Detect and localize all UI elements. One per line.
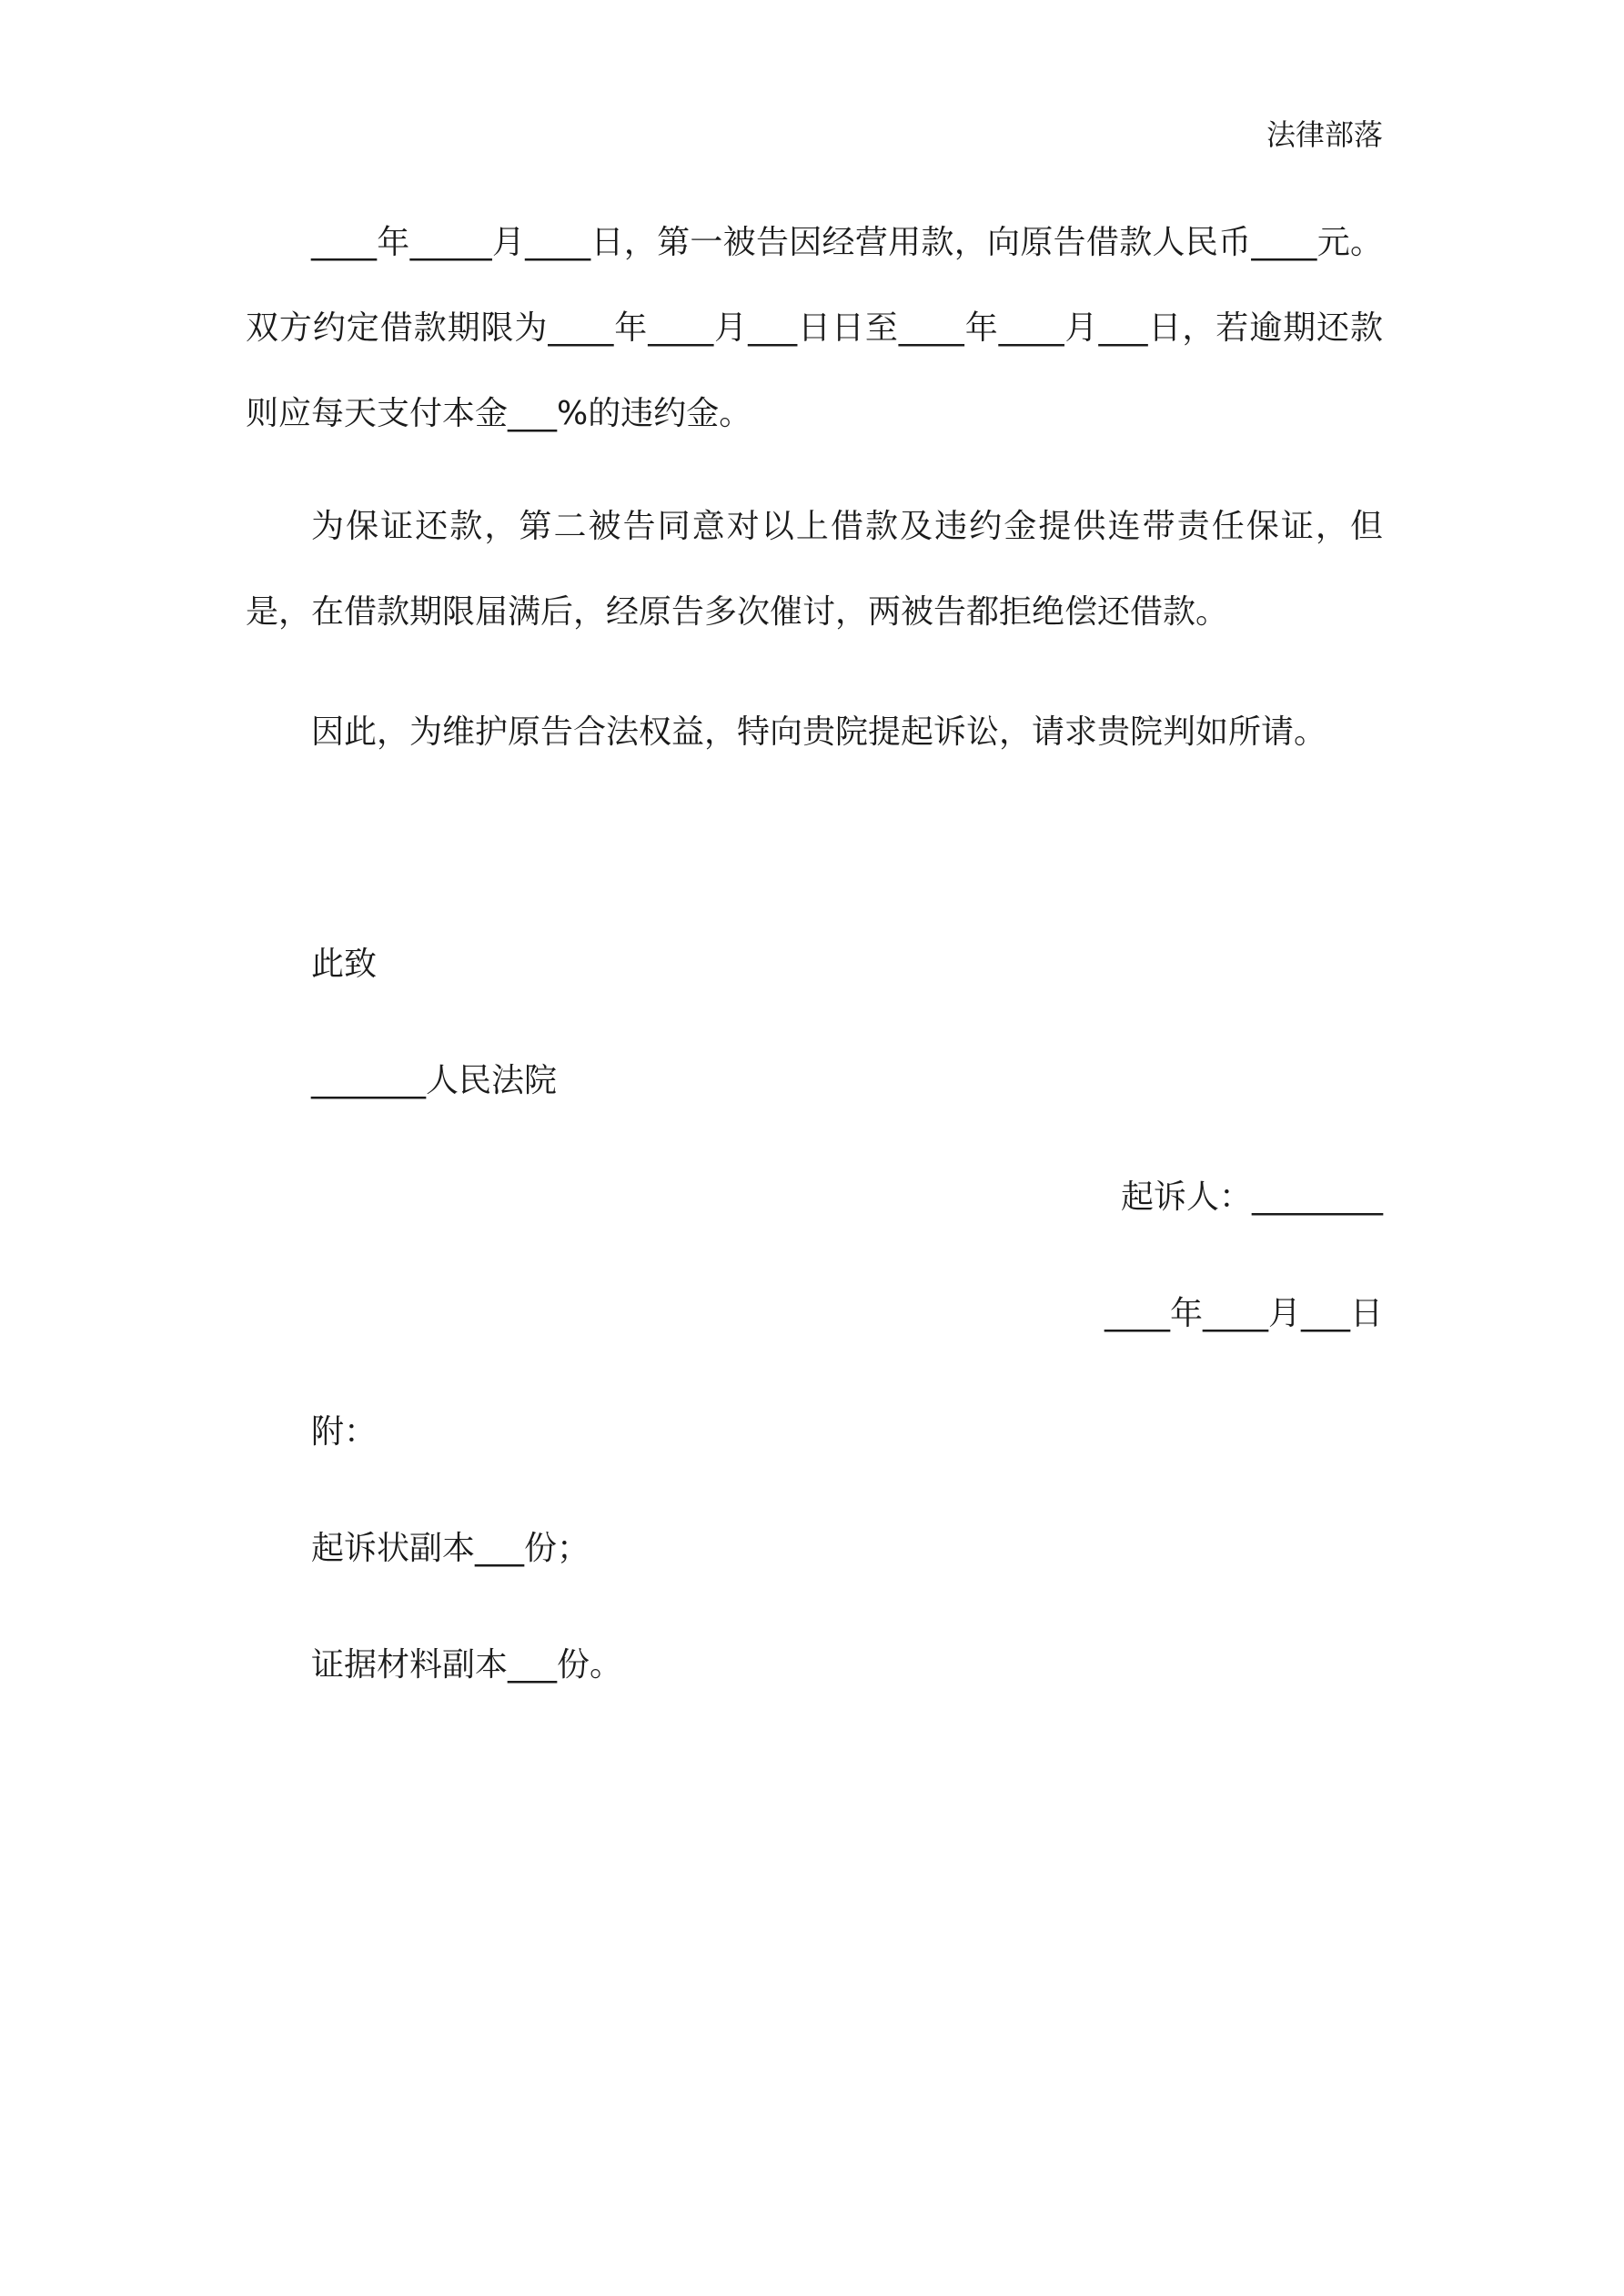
body-paragraph-loan: ____年_____月____日，第一被告因经营用款，向原告借款人民币____元。双方约定借款期限为____年____月___日日至____年____月___日，若逾期还款则应每天支付本金___%的违约金。: [246, 224, 1383, 432]
body-paragraph-guarantee: 为保证还款，第二被告同意对以上借款及违约金提供连带责任保证，但是，在借款期限届满后，经原告多次催讨，两被告都拒绝偿还借款。: [246, 508, 1383, 631]
salutation: 此致: [311, 946, 378, 983]
body-paragraph-request: 因此，为维护原告合法权益，特向贵院提起诉讼，请求贵院判如所请。: [311, 713, 1327, 751]
court-addressee: _______人民法院: [311, 1062, 558, 1099]
signature-date: ____年____月___日: [1104, 1295, 1383, 1332]
attachment-item-evidence-copy: 证据材料副本___份。: [311, 1646, 623, 1684]
attachments-title: 附：: [311, 1413, 378, 1451]
page-header: 法律部落: [1266, 117, 1383, 152]
plaintiff-signature: 起诉人：________: [1120, 1178, 1383, 1216]
attachment-item-complaint-copy: 起诉状副本___份；: [311, 1530, 590, 1567]
